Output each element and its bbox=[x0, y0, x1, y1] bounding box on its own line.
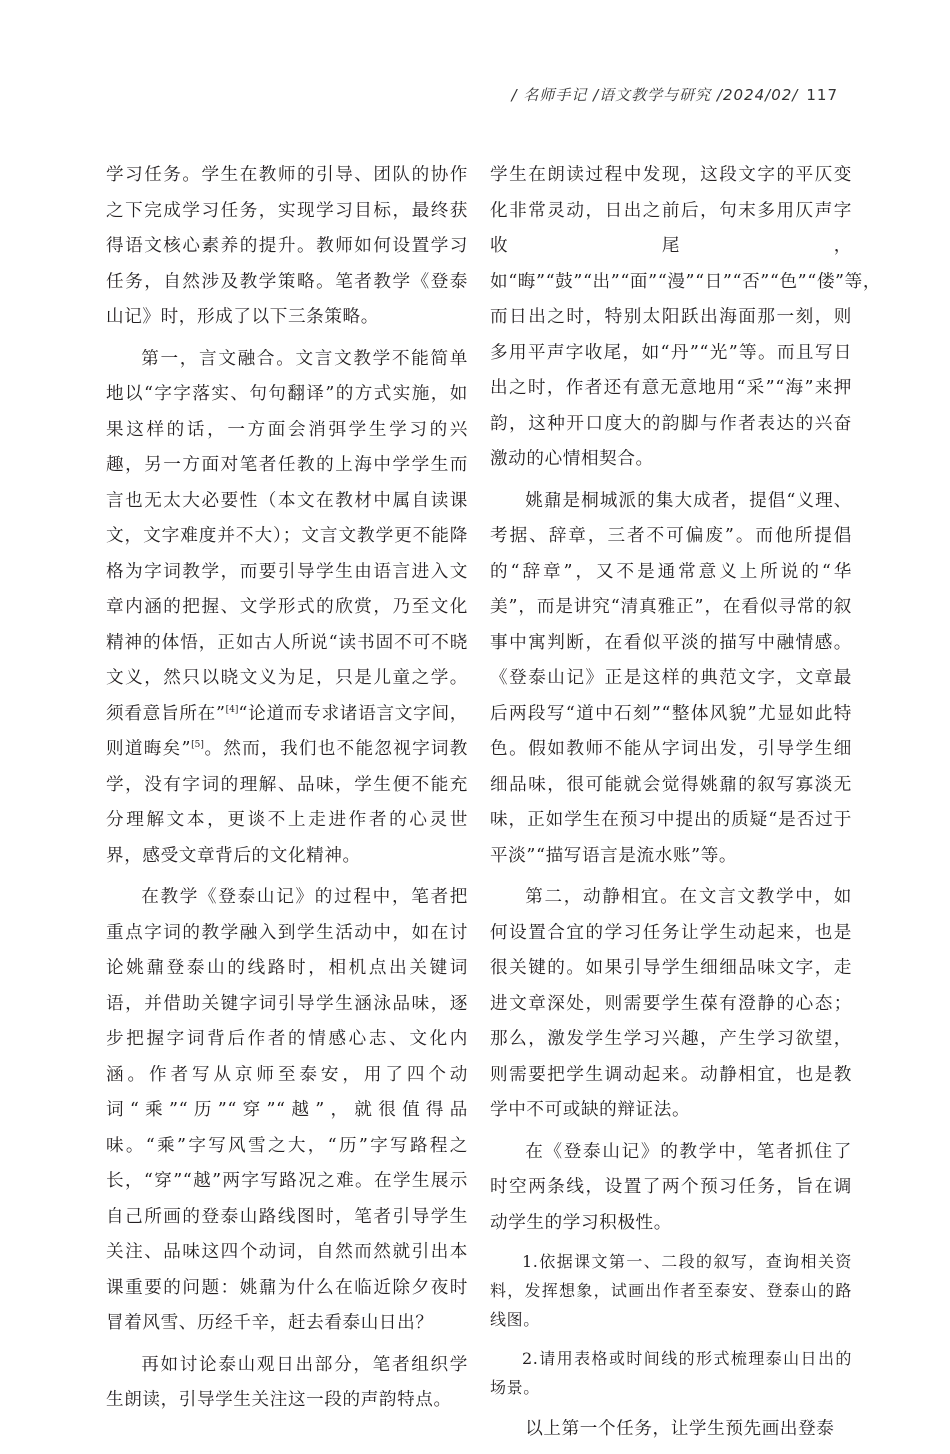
paragraph bbox=[106, 342, 468, 875]
right-column bbox=[490, 158, 882, 1454]
paragraph: 学生在朗读过程中发现，这段文字的平仄变化非常灵动，日出之前后，句末多用仄声字收尾，如“晦”“鼓”“出”“面”“漫”“日”“否”“色”“偻”等，而日出之时，特别太阳跃出海面那一刻，则多用平声字收尾，如“丹”“光”等。而且写日出之时，作者还有意无意地用“采”“海”来押韵，这种开口度大的韵脚与作者表达的兴奋激动的心情相契合。 bbox=[490, 165, 882, 469]
task-item: 2.请用表格或时间线的形式梳理泰山日出的场景。 bbox=[490, 1349, 852, 1397]
paragraph: 在教学《登泰山记》的过程中，笔者把重点字词的教学融入到学生活动中，如在讨论姚鼐登泰山的线路时，相机点出关键词语，并借助关键字词引导学生涵泳品味，逐步把握字词背后作者的情感心志、文化内涵。作者写从京师至泰安，用了四个动词“乘”“历”“穿”“越”，就很值得品味。“乘”字写风雪之大，“历”字写路程之长，“穿”“越”两字写路况之难。在学生展示自己所画的登泰山路线图时，笔者引导学生关注、品味这四个动词，自然而然就引出本课重要的问题：姚鼐为什么在临近除夕夜时冒着风雪、历经千辛，赶去看泰山日出？ bbox=[106, 887, 468, 1333]
text-run: 。然而，我们也不能忽视字词教学，没有字词的理解、品味，学生便不能充分理解文本，更谈不上走进作者的心灵世界，感受文章背后的文化精神。 bbox=[106, 739, 468, 866]
task-item: 1.依据课文第一、二段的叙写，查询相关资料，发挥想象，试画出作者至泰安、登泰山的路线图。 bbox=[490, 1252, 852, 1329]
page-number: 117 bbox=[806, 86, 838, 104]
paragraph: 学习任务。学生在教师的引导、团队的协作之下完成学习任务，实现学习目标，最终获得语文核心素养的提升。教师如何设置学习任务，自然涉及教学策略。笔者教学《登泰山记》时，形成了以下三条策略。 bbox=[106, 165, 468, 327]
header-journal: / 名师手记 /语文教学与研究 /2024/02/ bbox=[511, 86, 799, 104]
text-run: 第一，言文融合。文言文教学不能简单地以“字字落实、句句翻译”的方式实施，如果这样的话，一方面会消弭学生学习的兴趣，另一方面对笔者任教的上海中学学生而言也无太大必要性（本文在教材中属自读课文，文字难度并不大）；文言文教学更不能降格为字词教学，而要引导学生由语言进入文章内涵的把握、文学形式的欣赏，乃至文化精神的体悟，正如古人所说“读书固不可不晓文义，然只以晓文义为足，只是儿童之学。须看意旨所在” bbox=[106, 348, 468, 724]
text-run: “论道而专求诸语言文字间，则道晦矣” bbox=[106, 703, 469, 759]
paragraph: 姚鼐是桐城派的集大成者，提倡“义理、考据、辞章，三者不可偏废”。而他所提倡的“辞章”，又不是通常意义上所说的“华美”，而是讲究“清真雅正”，在看似寻常的叙事中寓判断，在看似平淡的描写中融情感。《登泰山记》正是这样的典范文字，文章最后两段写“道中石刻”“整体风貌”尤显如此特色。假如教师不能从字词出发，引导学生细细品味，很可能就会觉得姚鼐的叙写寡淡无味，正如学生在预习中提出的质疑“是否过于平淡”“描写语言是流水账”等。 bbox=[490, 490, 852, 866]
paragraph: 以上第一个任务，让学生预先画出登泰 bbox=[525, 1419, 835, 1439]
paragraph: 第二，动静相宜。在文言文教学中，如何设置合宜的学习任务让学生动起来，也是很关键的。如果引导学生细细品味文字，走进文章深处，则需要学生葆有澄静的心态；那么，激发学生学习兴趣，产生学习欲望，则需要把学生调动起来。动静相宜，也是教学中不可或缺的辩证法。 bbox=[490, 887, 852, 1120]
running-header bbox=[512, 84, 838, 105]
left-column bbox=[106, 158, 468, 1425]
paragraph: 在《登泰山记》的教学中，笔者抓住了时空两条线，设置了两个预习任务，旨在调动学生的学习积极性。 bbox=[490, 1141, 852, 1233]
paragraph: 再如讨论泰山观日出部分，笔者组织学生朗读，引导学生关注这一段的声韵特点。 bbox=[106, 1354, 468, 1410]
citation-ref: [4] bbox=[225, 704, 239, 715]
citation-ref: [5] bbox=[191, 740, 204, 751]
